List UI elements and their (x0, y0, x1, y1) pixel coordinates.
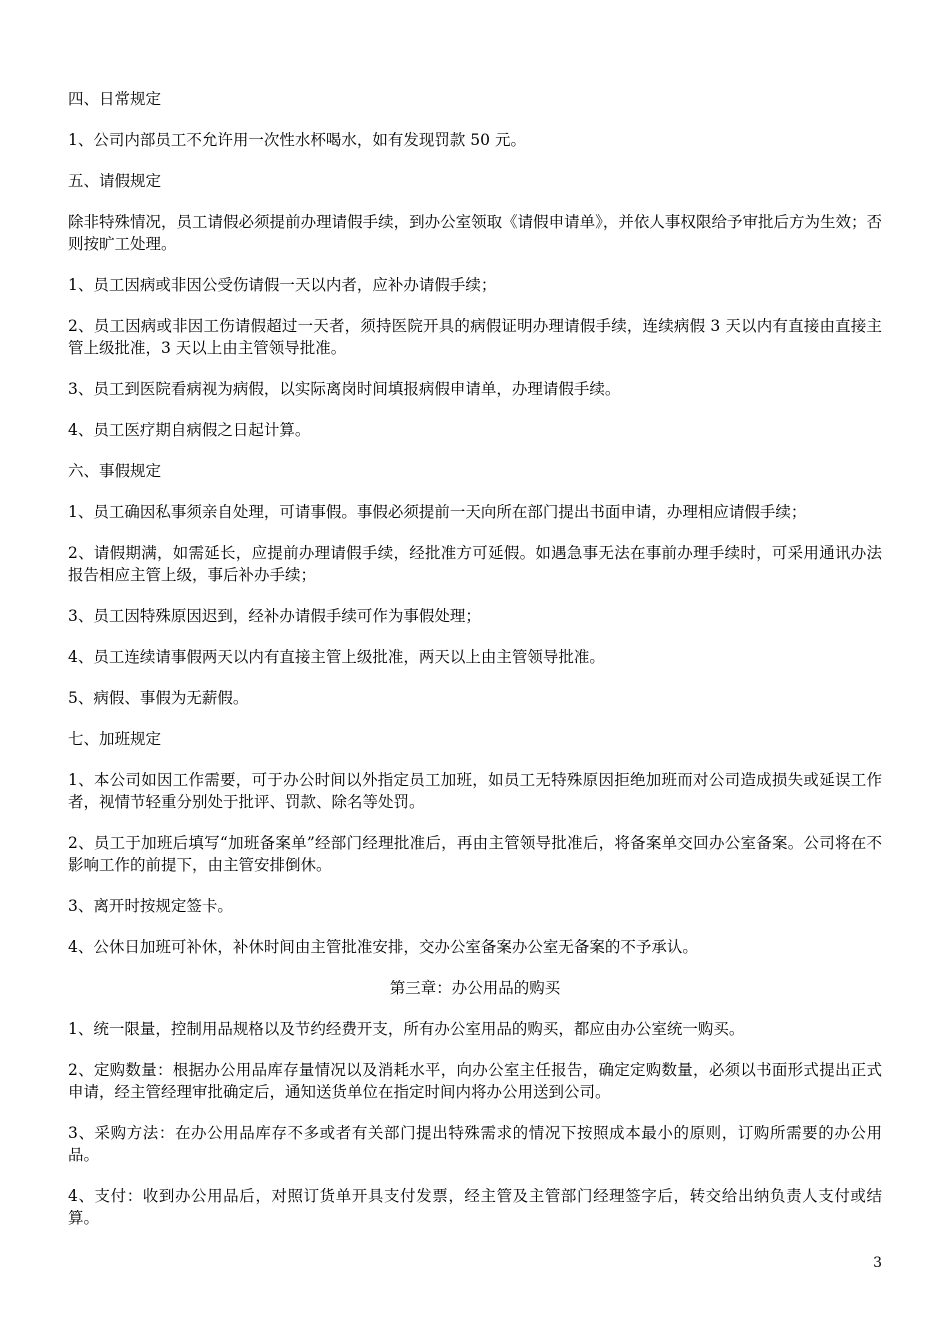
paragraph: 1、本公司如因工作需要，可于办公时间以外指定员工加班，如员工无特殊原因拒绝加班而对公司造成损失或延误工作者，视情节轻重分别处于批评、罚款、除名等处罚。 (68, 771, 882, 811)
paragraph: 除非特殊情况，员工请假必须提前办理请假手续，到办公室领取《请假申请单》，并依人事权限给予审批后方为生效；否则按旷工处理。 (68, 213, 882, 253)
paragraph: 1、员工确因私事须亲自处理，可请事假。事假必须提前一天向所在部门提出书面申请，办理相应请假手续； (68, 503, 807, 521)
paragraph: 1、公司内部员工不允许用一次性水杯喝水，如有发现罚款 50 元。 (68, 131, 526, 149)
section-heading-personal-leave: 六、事假规定 (68, 462, 162, 480)
paragraph: 1、员工因病或非因公受伤请假一天以内者，应补办请假手续； (68, 276, 497, 294)
page-number: 3 (873, 1255, 882, 1271)
paragraph: 3、采购方法：在办公用品库存不多或者有关部门提出特殊需求的情况下按照成本最小的原则，订购所需要的办公用品。 (68, 1124, 882, 1164)
paragraph: 2、定购数量：根据办公用品库存量情况以及消耗水平，向办公室主任报告，确定定购数量，必须以书面形式提出正式申请，经主管经理审批确定后，通知送货单位在指定时间内将办公用送到公司。 (68, 1061, 882, 1101)
paragraph: 4、公休日加班可补休，补休时间由主管批准安排，交办公室备案办公室无备案的不予承认。 (68, 938, 698, 956)
section-heading-daily-rules: 四、日常规定 (68, 90, 162, 108)
paragraph: 2、员工因病或非因工伤请假超过一天者，须持医院开具的病假证明办理请假手续，连续病假 3 天以内有直接由直接主管上级批准，3 天以上由主管领导批准。 (68, 317, 882, 357)
paragraph: 4、支付：收到办公用品后，对照订货单开具支付发票，经主管及主管部门经理签字后，转交给出纳负责人支付或结算。 (68, 1187, 882, 1227)
paragraph: 4、员工连续请事假两天以内有直接主管上级批准，两天以上由主管领导批准。 (68, 648, 605, 666)
paragraph: 3、离开时按规定签卡。 (68, 897, 233, 915)
section-heading-leave-rules: 五、请假规定 (68, 172, 162, 190)
section-heading-overtime: 七、加班规定 (68, 730, 162, 748)
paragraph: 1、统一限量，控制用品规格以及节约经费开支，所有办公室用品的购买，都应由办公室统一购买。 (68, 1020, 745, 1038)
document-body (68, 88, 882, 1248)
paragraph: 3、员工因特殊原因迟到，经补办请假手续可作为事假处理； (68, 607, 481, 625)
paragraph: 5、病假、事假为无薪假。 (68, 689, 249, 707)
paragraph: 3、员工到医院看病视为病假，以实际离岗时间填报病假申请单，办理请假手续。 (68, 380, 621, 398)
chapter-title: 第三章：办公用品的购买 (389, 979, 561, 997)
paragraph: 4、员工医疗期自病假之日起计算。 (68, 421, 311, 439)
paragraph: 2、请假期满，如需延长，应提前办理请假手续，经批准方可延假。如遇急事无法在事前办理手续时，可采用通讯办法报告相应主管上级，事后补办手续； (68, 544, 882, 584)
paragraph: 2、员工于加班后填写“加班备案单”经部门经理批准后，再由主管领导批准后，将备案单交回办公室备案。公司将在不影响工作的前提下，由主管安排倒休。 (68, 834, 882, 874)
